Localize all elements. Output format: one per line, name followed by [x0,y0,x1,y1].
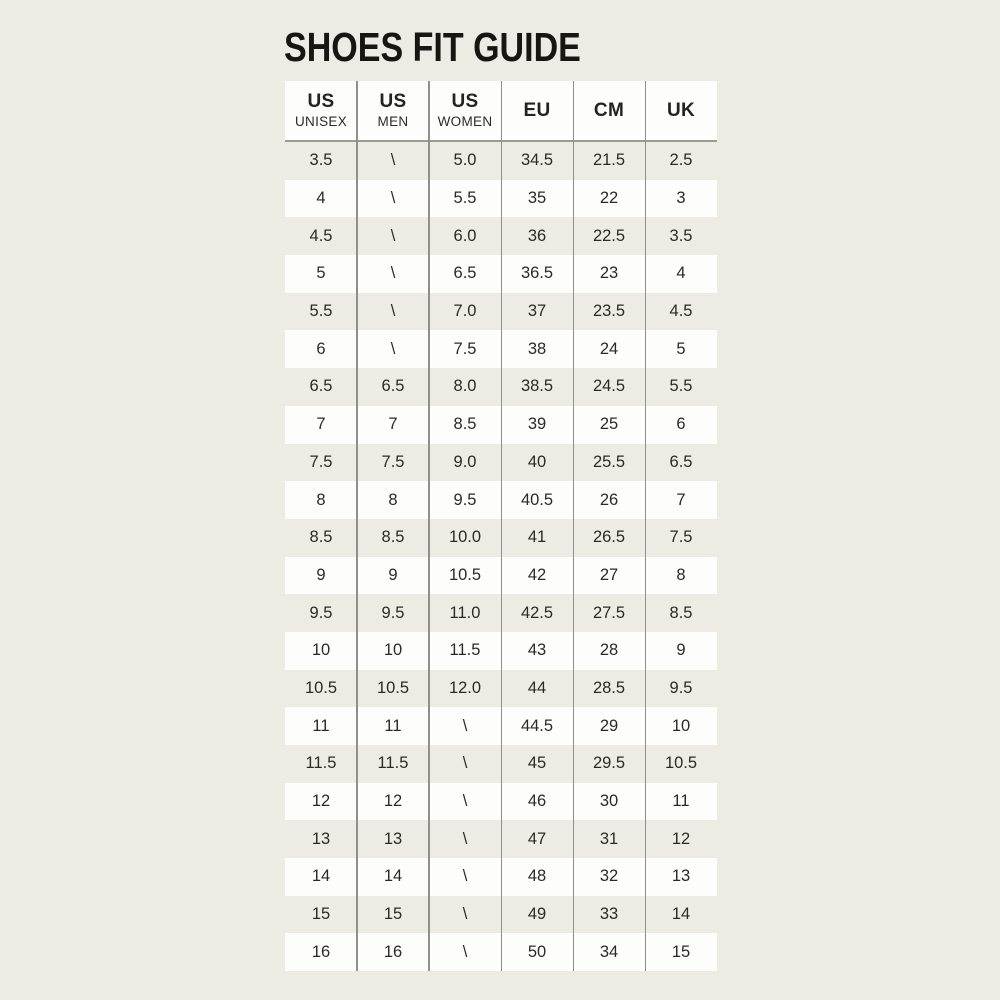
table-cell: 28 [599,641,619,660]
table-cell: 29 [599,716,619,735]
table-cell: 3 [676,189,686,208]
table-cell: \ [390,226,396,245]
table-cell: 27 [599,565,619,584]
table-cell: 38.5 [520,377,554,396]
table-cell: 30 [599,792,619,811]
table-cell: 9.5 [381,603,405,622]
table-cell: 10.0 [448,528,482,547]
table-cell: 10.5 [376,678,410,697]
table-row [285,444,717,482]
table-cell: 7 [316,415,326,434]
table-cell: 9.5 [669,678,693,697]
table-cell: 24 [599,339,619,358]
column-header-us-men [357,81,429,140]
table-row [285,180,717,218]
table-row [285,670,717,708]
table-cell: \ [462,867,468,886]
table-cell: 12.0 [448,678,482,697]
table-cell: 9.0 [453,452,477,471]
table-cell: 6.5 [381,377,405,396]
table-cell: 6.5 [669,452,693,471]
table-cell: 22.5 [592,226,626,245]
table-cell: 14 [671,905,691,924]
size-guide-table [285,81,717,971]
table-cell: 39 [527,415,547,434]
table-cell: 7 [676,490,686,509]
table-cell: 25 [599,415,619,434]
table-cell: 45 [527,754,547,773]
table-cell: \ [462,829,468,848]
table-cell: 10 [311,641,331,660]
table-cell: 25.5 [592,452,626,471]
column-header-sublabel: WOMEN [437,114,493,130]
table-cell: 46 [527,792,547,811]
column-header-us-unisex [285,81,357,140]
table-cell: 13 [383,829,403,848]
table-cell: 24.5 [592,377,626,396]
table-cell: 10 [671,716,691,735]
table-cell: 32 [599,867,619,886]
table-cell: 6.5 [309,377,333,396]
table-cell: 29.5 [592,754,626,773]
table-row [285,632,717,670]
table-cell: 44 [527,678,547,697]
table-cell: 9 [388,565,398,584]
table-cell: \ [462,716,468,735]
table-cell: 50 [527,942,547,961]
table-cell: 34 [599,942,619,961]
column-header-label: UK [666,99,696,121]
table-cell: 31 [599,829,619,848]
table-row [285,142,717,180]
table-cell: 8.5 [453,415,477,434]
table-cell: 26 [599,490,619,509]
column-header-label: US [307,91,335,113]
table-cell: 15 [311,905,331,924]
table-row [285,406,717,444]
table-row [285,481,717,519]
table-cell: 7.5 [669,528,693,547]
table-cell: \ [390,302,396,321]
table-cell: 5.5 [453,189,477,208]
column-header-sublabel: UNISEX [294,114,348,130]
table-body [285,142,717,971]
table-cell: 5 [316,264,326,283]
table-cell: 11.5 [305,754,337,773]
table-cell: 9 [676,641,686,660]
table-cell: 11 [312,716,330,735]
column-header-us-women [429,81,501,140]
table-row [285,858,717,896]
table-cell: 2.5 [669,151,693,170]
table-cell: 6 [316,339,326,358]
table-cell: 33 [599,905,619,924]
table-cell: 48 [527,867,547,886]
table-cell: 12 [383,792,403,811]
table-cell: 6 [676,415,686,434]
table-cell: \ [390,339,396,358]
table-row [285,783,717,821]
table-cell: \ [462,905,468,924]
column-header-label: CM [593,99,625,121]
table-cell: \ [462,792,468,811]
table-cell: 5 [676,339,686,358]
table-cell: 9.5 [453,490,477,509]
table-row [285,368,717,406]
table-cell: 40 [527,452,547,471]
table-cell: 23.5 [592,302,626,321]
table-cell: 15 [671,942,691,961]
table-cell: 11 [384,716,402,735]
column-header-eu [501,81,573,140]
table-cell: 37 [527,302,547,321]
column-header-label: US [451,91,479,113]
table-cell: 3.5 [669,226,693,245]
column-header-label: EU [523,99,551,121]
table-cell: 41 [527,528,547,547]
table-cell: 11 [672,792,690,811]
table-cell: \ [462,754,468,773]
table-cell: 8 [676,565,686,584]
table-cell: 9 [316,565,326,584]
table-cell: 36.5 [520,264,554,283]
page-title: SHOES FIT GUIDE [284,24,581,70]
table-cell: 6.5 [453,264,477,283]
table-cell: 36 [527,226,547,245]
column-header-cm [573,81,645,140]
table-cell: 14 [311,867,331,886]
table-cell: 38 [527,339,547,358]
table-cell: 34.5 [520,151,554,170]
table-cell: 4.5 [309,226,333,245]
table-cell: 44.5 [520,716,554,735]
table-row [285,255,717,293]
table-row [285,745,717,783]
table-row [285,557,717,595]
table-cell: 3.5 [309,151,333,170]
table-row [285,594,717,632]
table-cell: 11.5 [449,641,481,660]
table-cell: \ [390,151,396,170]
table-cell: 7.5 [453,339,477,358]
table-cell: 7.5 [309,452,333,471]
table-cell: 23 [599,264,619,283]
table-cell: 13 [311,829,331,848]
table-cell: 7 [388,415,398,434]
table-cell: 21.5 [592,151,626,170]
table-cell: 5.5 [669,377,693,396]
table-cell: 15 [383,905,403,924]
table-cell: 28.5 [592,678,626,697]
table-cell: 16 [383,942,403,961]
table-cell: 4.5 [669,302,693,321]
table-cell: 4 [316,189,326,208]
table-cell: 10 [383,641,403,660]
table-cell: 42 [527,565,547,584]
table-cell: 12 [671,829,691,848]
table-cell: 43 [527,641,547,660]
table-cell: 40.5 [520,490,554,509]
column-header-uk [645,81,717,140]
table-cell: 10.5 [448,565,482,584]
table-row [285,330,717,368]
table-cell: 5.0 [453,151,477,170]
table-cell: 35 [527,189,547,208]
table-cell: 4 [676,264,686,283]
table-row [285,820,717,858]
table-cell: \ [390,264,396,283]
column-header-label: US [379,91,407,113]
table-cell: 26.5 [592,528,626,547]
table-cell: 42.5 [520,603,554,622]
table-row [285,933,717,971]
table-cell: 7.0 [453,302,477,321]
table-cell: 10.5 [304,678,338,697]
table-cell: 8 [316,490,326,509]
table-cell: 7.5 [381,452,405,471]
table-cell: \ [462,942,468,961]
table-row [285,707,717,745]
table-cell: 27.5 [592,603,626,622]
table-cell: 10.5 [664,754,698,773]
table-cell: 16 [311,942,331,961]
column-header-sublabel: MEN [377,114,409,130]
table-cell: 9.5 [309,603,333,622]
table-cell: 8.5 [381,528,405,547]
table-cell: 8.5 [309,528,333,547]
table-cell: \ [390,189,396,208]
table-cell: 49 [527,905,547,924]
table-cell: 47 [527,829,547,848]
table-row [285,293,717,331]
table-cell: 8.5 [669,603,693,622]
table-cell: 6.0 [453,226,477,245]
table-cell: 8.0 [453,377,477,396]
table-cell: 12 [311,792,331,811]
table-row [285,896,717,934]
table-row [285,519,717,557]
table-cell: 5.5 [309,302,333,321]
table-cell: 13 [671,867,691,886]
table-cell: 8 [388,490,398,509]
table-row [285,217,717,255]
table-cell: 22 [599,189,619,208]
table-header-row [285,81,717,142]
table-cell: 14 [383,867,403,886]
table-cell: 11.0 [449,603,481,622]
table-cell: 11.5 [377,754,409,773]
